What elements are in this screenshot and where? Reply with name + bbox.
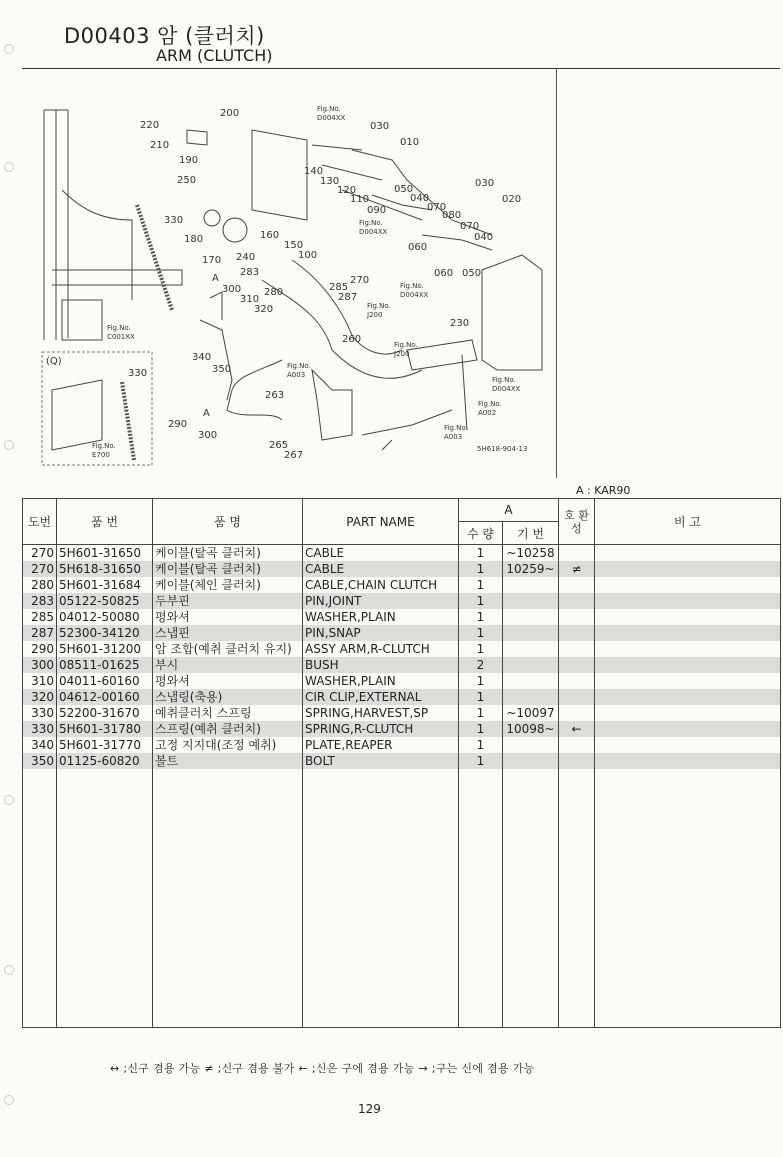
svg-text:Fig.No.: Fig.No. bbox=[107, 324, 131, 332]
cell-name-en: SPRING,HARVEST,SP bbox=[303, 705, 459, 721]
svg-text:040: 040 bbox=[410, 193, 430, 204]
cell-name-kr: 고정 지지대(조정 예취) bbox=[153, 737, 303, 753]
svg-text:265: 265 bbox=[269, 440, 289, 451]
svg-text:A003: A003 bbox=[444, 433, 463, 441]
cell-interchange bbox=[559, 545, 595, 562]
cell-serial bbox=[503, 737, 559, 753]
cell-serial bbox=[503, 625, 559, 641]
cell-serial bbox=[503, 753, 559, 769]
svg-text:Fig.No.: Fig.No. bbox=[287, 362, 311, 370]
cell-name-kr: 스프링(예취 클러치) bbox=[153, 721, 303, 737]
cell-serial bbox=[503, 641, 559, 657]
cell-qty: 1 bbox=[459, 705, 503, 721]
svg-text:330: 330 bbox=[164, 215, 184, 226]
cell-part-no: 5H601-31770 bbox=[57, 737, 153, 753]
table-row bbox=[23, 737, 781, 753]
cell-remarks bbox=[595, 593, 781, 609]
svg-text:Fig.No.: Fig.No. bbox=[317, 105, 341, 113]
svg-text:010: 010 bbox=[400, 137, 420, 148]
cell-ref: 350 bbox=[23, 753, 57, 769]
cell-remarks bbox=[595, 657, 781, 673]
cell-ref: 300 bbox=[23, 657, 57, 673]
svg-text:350: 350 bbox=[212, 364, 232, 375]
cell-qty: 1 bbox=[459, 561, 503, 577]
svg-text:J200: J200 bbox=[367, 311, 383, 319]
cell-remarks bbox=[595, 609, 781, 625]
cell-qty: 1 bbox=[459, 641, 503, 657]
svg-text:220: 220 bbox=[140, 120, 160, 131]
svg-text:Fig.No.: Fig.No. bbox=[478, 400, 502, 408]
cell-name-en: CABLE bbox=[303, 545, 459, 562]
table-row bbox=[23, 705, 781, 721]
svg-text:130: 130 bbox=[320, 176, 340, 187]
cell-ref: 270 bbox=[23, 545, 57, 562]
cell-name-kr: 암 조합(예취 클러치 유지) bbox=[153, 641, 303, 657]
col-group: A bbox=[459, 499, 559, 522]
cell-interchange bbox=[559, 641, 595, 657]
cell-serial: ~10097 bbox=[503, 705, 559, 721]
cell-ref: 285 bbox=[23, 609, 57, 625]
cell-name-en: WASHER,PLAIN bbox=[303, 673, 459, 689]
cell-remarks bbox=[595, 753, 781, 769]
svg-text:300: 300 bbox=[198, 430, 218, 441]
svg-text:080: 080 bbox=[442, 210, 462, 221]
svg-text:140: 140 bbox=[304, 166, 324, 177]
cell-ref: 340 bbox=[23, 737, 57, 753]
svg-text:270: 270 bbox=[350, 275, 370, 286]
svg-text:Fig.No.: Fig.No. bbox=[492, 376, 516, 384]
svg-text:020: 020 bbox=[502, 194, 522, 205]
cell-interchange bbox=[559, 625, 595, 641]
cell-remarks bbox=[595, 561, 781, 577]
svg-text:190: 190 bbox=[179, 155, 199, 166]
cell-interchange bbox=[559, 577, 595, 593]
svg-text:E700: E700 bbox=[92, 451, 110, 459]
col-interchange: 호 환 성 bbox=[559, 499, 595, 545]
svg-text:Fig.No.: Fig.No. bbox=[400, 282, 424, 290]
interchange-legend: ↔ ;신구 겸용 가능 ≠ ;신구 겸용 불가 ← ;신은 구에 겸용 가능 → ;구는 신에 겸용 가능 bbox=[110, 1062, 535, 1075]
svg-text:150: 150 bbox=[284, 240, 304, 251]
cell-part-no: 01125-60820 bbox=[57, 753, 153, 769]
cell-serial bbox=[503, 689, 559, 705]
cell-part-no: 5H601-31200 bbox=[57, 641, 153, 657]
svg-text:230: 230 bbox=[450, 318, 470, 329]
parts-table-body bbox=[23, 545, 781, 770]
cell-remarks bbox=[595, 705, 781, 721]
diagram-callouts bbox=[140, 108, 521, 461]
svg-text:110: 110 bbox=[350, 194, 370, 205]
svg-text:070: 070 bbox=[460, 221, 480, 232]
cell-interchange bbox=[559, 609, 595, 625]
cell-part-no: 5H601-31650 bbox=[57, 545, 153, 562]
svg-text:D004XX: D004XX bbox=[400, 291, 429, 299]
svg-text:250: 250 bbox=[177, 175, 197, 186]
svg-text:260: 260 bbox=[342, 334, 362, 345]
cell-qty: 1 bbox=[459, 625, 503, 641]
svg-text:040: 040 bbox=[474, 232, 494, 243]
cell-interchange bbox=[559, 657, 595, 673]
parts-table bbox=[22, 498, 781, 1029]
cell-name-en: SPRING,R-CLUTCH bbox=[303, 721, 459, 737]
svg-text:A: A bbox=[203, 408, 210, 419]
cell-name-en: CIR CLIP,EXTERNAL bbox=[303, 689, 459, 705]
svg-text:050: 050 bbox=[462, 268, 482, 279]
table-row bbox=[23, 673, 781, 689]
cell-ref: 270 bbox=[23, 561, 57, 577]
svg-text:200: 200 bbox=[220, 108, 240, 119]
cell-qty: 1 bbox=[459, 721, 503, 737]
svg-text:C001XX: C001XX bbox=[107, 333, 135, 341]
col-name-kr: 품 명 bbox=[153, 499, 303, 545]
svg-text:A002: A002 bbox=[478, 409, 497, 417]
cell-name-en: ASSY ARM,R-CLUTCH bbox=[303, 641, 459, 657]
table-row bbox=[23, 721, 781, 737]
svg-text:070: 070 bbox=[427, 202, 447, 213]
diagram-fig-references bbox=[92, 105, 521, 459]
cell-remarks bbox=[595, 689, 781, 705]
cell-part-no: 52300-34120 bbox=[57, 625, 153, 641]
cell-qty: 2 bbox=[459, 657, 503, 673]
cell-name-en: PLATE,REAPER bbox=[303, 737, 459, 753]
cell-serial: 10098~ bbox=[503, 721, 559, 737]
cell-qty: 1 bbox=[459, 673, 503, 689]
cell-serial: ~10258 bbox=[503, 545, 559, 562]
cell-serial bbox=[503, 593, 559, 609]
page-subtitle: ARM (CLUTCH) bbox=[156, 46, 273, 65]
cell-ref: 330 bbox=[23, 705, 57, 721]
svg-text:160: 160 bbox=[260, 230, 280, 241]
svg-text:D004XX: D004XX bbox=[359, 228, 388, 236]
cell-name-kr: 두부핀 bbox=[153, 593, 303, 609]
table-row bbox=[23, 689, 781, 705]
drawing-code: 5H618-904-13 bbox=[477, 445, 528, 453]
svg-text:285: 285 bbox=[329, 282, 349, 293]
svg-text:060: 060 bbox=[408, 242, 428, 253]
svg-text:280: 280 bbox=[264, 287, 284, 298]
svg-text:290: 290 bbox=[168, 419, 188, 430]
exploded-parts-diagram bbox=[22, 70, 562, 480]
svg-text:210: 210 bbox=[150, 140, 170, 151]
cell-part-no: 08511-01625 bbox=[57, 657, 153, 673]
svg-text:180: 180 bbox=[184, 234, 204, 245]
col-serial: 기 번 bbox=[503, 522, 559, 545]
svg-text:J200: J200 bbox=[394, 350, 410, 358]
svg-text:Fig.No.: Fig.No. bbox=[359, 219, 383, 227]
cell-part-no: 5H618-31650 bbox=[57, 561, 153, 577]
cell-interchange bbox=[559, 593, 595, 609]
cell-remarks bbox=[595, 737, 781, 753]
cell-interchange bbox=[559, 689, 595, 705]
cell-name-kr: 평와셔 bbox=[153, 673, 303, 689]
cell-name-en: CABLE bbox=[303, 561, 459, 577]
table-row bbox=[23, 609, 781, 625]
cell-interchange bbox=[559, 753, 595, 769]
cell-qty: 1 bbox=[459, 689, 503, 705]
cell-ref: 290 bbox=[23, 641, 57, 657]
cell-remarks bbox=[595, 577, 781, 593]
svg-text:030: 030 bbox=[370, 121, 390, 132]
table-row bbox=[23, 753, 781, 769]
cell-name-en: CABLE,CHAIN CLUTCH bbox=[303, 577, 459, 593]
svg-text:D004XX: D004XX bbox=[317, 114, 346, 122]
cell-serial bbox=[503, 673, 559, 689]
cell-ref: 330 bbox=[23, 721, 57, 737]
cell-name-kr: 예취클러치 스프링 bbox=[153, 705, 303, 721]
col-remarks: 비 고 bbox=[595, 499, 781, 545]
svg-text:Fig.No.: Fig.No. bbox=[394, 341, 418, 349]
cell-qty: 1 bbox=[459, 753, 503, 769]
svg-text:A: A bbox=[212, 273, 219, 284]
svg-text:287: 287 bbox=[338, 292, 358, 303]
cell-part-no: 04012-50080 bbox=[57, 609, 153, 625]
inset-callout: 330 bbox=[128, 368, 148, 379]
cell-qty: 1 bbox=[459, 593, 503, 609]
cell-qty: 1 bbox=[459, 545, 503, 562]
svg-text:240: 240 bbox=[236, 252, 256, 263]
svg-text:267: 267 bbox=[284, 450, 304, 461]
cell-qty: 1 bbox=[459, 737, 503, 753]
cell-ref: 287 bbox=[23, 625, 57, 641]
table-row bbox=[23, 577, 781, 593]
cell-interchange bbox=[559, 673, 595, 689]
cell-remarks bbox=[595, 625, 781, 641]
svg-text:Fig.No.: Fig.No. bbox=[444, 424, 468, 432]
cell-ref: 320 bbox=[23, 689, 57, 705]
table-row bbox=[23, 561, 781, 577]
svg-text:030: 030 bbox=[475, 178, 495, 189]
svg-text:310: 310 bbox=[240, 294, 260, 305]
cell-name-kr: 케이블(탈곡 클러치) bbox=[153, 561, 303, 577]
header-divider bbox=[22, 68, 780, 69]
cell-ref: 283 bbox=[23, 593, 57, 609]
cell-remarks bbox=[595, 721, 781, 737]
cell-name-en: BUSH bbox=[303, 657, 459, 673]
cell-interchange bbox=[559, 737, 595, 753]
svg-text:A003: A003 bbox=[287, 371, 306, 379]
cell-name-kr: 부시 bbox=[153, 657, 303, 673]
cell-part-no: 04612-00160 bbox=[57, 689, 153, 705]
cell-part-no: 5H601-31780 bbox=[57, 721, 153, 737]
cell-name-en: PIN,JOINT bbox=[303, 593, 459, 609]
svg-text:170: 170 bbox=[202, 255, 222, 266]
svg-text:120: 120 bbox=[337, 185, 357, 196]
svg-text:Fig.No.: Fig.No. bbox=[92, 442, 116, 450]
cell-remarks bbox=[595, 641, 781, 657]
col-part-no: 품 번 bbox=[57, 499, 153, 545]
cell-name-kr: 케이블(탈곡 클러치) bbox=[153, 545, 303, 562]
cell-interchange bbox=[559, 705, 595, 721]
cell-part-no: 05122-50825 bbox=[57, 593, 153, 609]
col-name-en: PART NAME bbox=[303, 499, 459, 545]
svg-text:320: 320 bbox=[254, 304, 274, 315]
cell-serial: 10259~ bbox=[503, 561, 559, 577]
cell-ref: 310 bbox=[23, 673, 57, 689]
col-ref: 도번 bbox=[23, 499, 57, 545]
page-title: D00403 암 (클러치) bbox=[64, 24, 265, 48]
cell-name-kr: 볼트 bbox=[153, 753, 303, 769]
model-label: A : KAR90 bbox=[576, 484, 631, 497]
cell-remarks bbox=[595, 673, 781, 689]
table-row bbox=[23, 641, 781, 657]
cell-name-en: WASHER,PLAIN bbox=[303, 609, 459, 625]
inset-label: (Q) bbox=[46, 356, 62, 367]
svg-text:263: 263 bbox=[265, 390, 285, 401]
cell-part-no: 5H601-31684 bbox=[57, 577, 153, 593]
page-number: 129 bbox=[358, 1102, 381, 1116]
svg-text:Fig.No.: Fig.No. bbox=[367, 302, 391, 310]
svg-text:060: 060 bbox=[434, 268, 454, 279]
svg-text:090: 090 bbox=[367, 205, 387, 216]
cell-name-en: BOLT bbox=[303, 753, 459, 769]
svg-text:D004XX: D004XX bbox=[492, 385, 521, 393]
cell-name-kr: 스냅링(축용) bbox=[153, 689, 303, 705]
cell-name-en: PIN,SNAP bbox=[303, 625, 459, 641]
cell-name-kr: 평와셔 bbox=[153, 609, 303, 625]
col-qty: 수 량 bbox=[459, 522, 503, 545]
cell-name-kr: 케이블(체인 클러치) bbox=[153, 577, 303, 593]
table-row bbox=[23, 657, 781, 673]
cell-part-no: 52200-31670 bbox=[57, 705, 153, 721]
svg-text:340: 340 bbox=[192, 352, 212, 363]
cell-interchange: ← bbox=[559, 721, 595, 737]
table-row bbox=[23, 593, 781, 609]
cell-ref: 280 bbox=[23, 577, 57, 593]
cell-name-kr: 스냅핀 bbox=[153, 625, 303, 641]
cell-serial bbox=[503, 657, 559, 673]
cell-serial bbox=[503, 577, 559, 593]
cell-qty: 1 bbox=[459, 609, 503, 625]
cell-serial bbox=[503, 609, 559, 625]
svg-text:300: 300 bbox=[222, 284, 242, 295]
svg-text:100: 100 bbox=[298, 250, 318, 261]
svg-text:283: 283 bbox=[240, 267, 260, 278]
cell-qty: 1 bbox=[459, 577, 503, 593]
cell-remarks bbox=[595, 545, 781, 562]
table-row bbox=[23, 625, 781, 641]
table-row bbox=[23, 545, 781, 562]
svg-text:050: 050 bbox=[394, 184, 414, 195]
cell-part-no: 04011-60160 bbox=[57, 673, 153, 689]
cell-interchange: ≠ bbox=[559, 561, 595, 577]
